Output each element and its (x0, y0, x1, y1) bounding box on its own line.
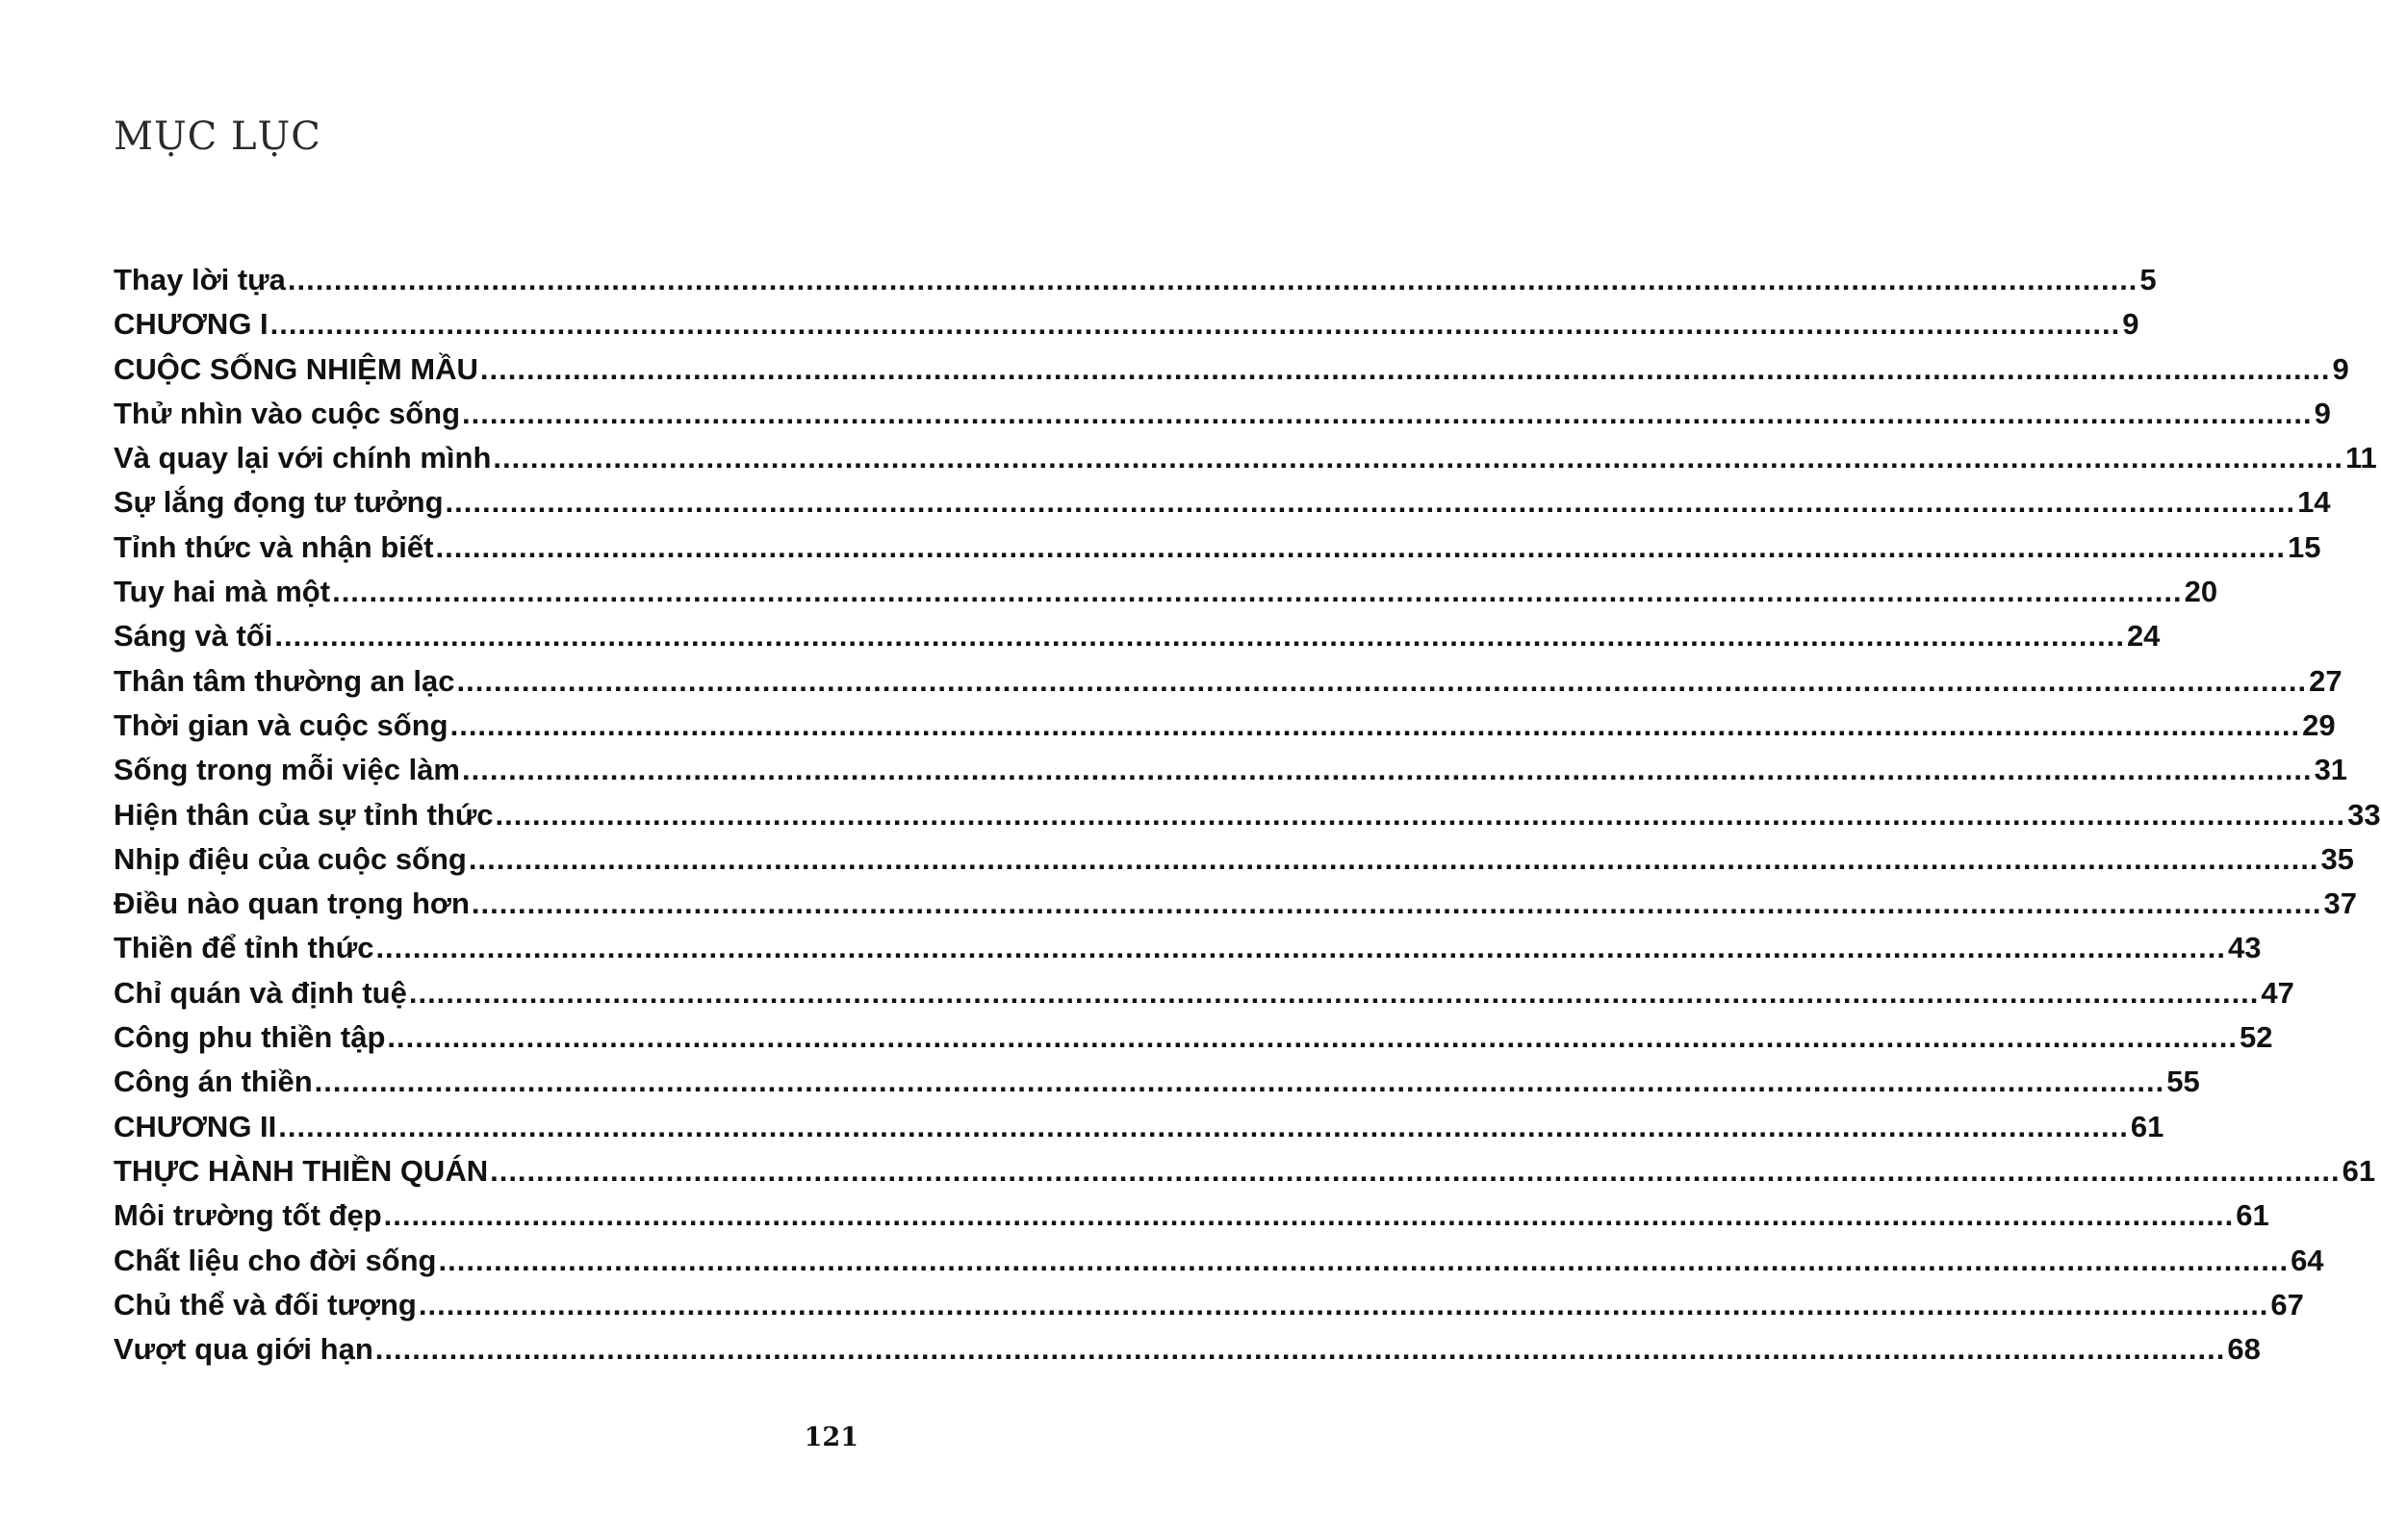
toc-entry-label: Và quay lại với chính mình (114, 441, 492, 475)
toc-entry-label: Thiền để tỉnh thức (114, 931, 374, 965)
toc-entry-label: Thay lời tựa (114, 263, 286, 296)
toc-dot-leader: ........................................................................................................................................................................................................ (479, 351, 2331, 386)
toc-entry-label: Thử nhìn vào cuộc sống (114, 396, 461, 430)
toc-entry (114, 302, 2139, 346)
toc-dot-leader: ........................................................................................................................................................................................................ (462, 396, 2313, 430)
toc-entry-label: Môi trường tốt đẹp (114, 1198, 382, 1233)
toc-entry (114, 704, 2336, 748)
toc-entry-page: 9 (2314, 396, 2331, 430)
toc-entry-page: 20 (2184, 575, 2218, 609)
toc-entry (114, 258, 2157, 302)
toc-entry-page: 14 (2297, 485, 2331, 520)
toc-dot-leader: ........................................................................................................................................................................................................ (462, 753, 2313, 787)
toc-dot-leader: ........................................................................................................................................................................................................ (383, 1198, 2235, 1233)
toc-entry (114, 882, 2357, 926)
toc-entry-page: 67 (2270, 1287, 2304, 1322)
toc-entry (114, 436, 2377, 480)
toc-entry (114, 1060, 2200, 1104)
toc-entry-page: 5 (2139, 263, 2157, 296)
toc-dot-leader: ........................................................................................................................................................................................................ (314, 1065, 2165, 1099)
toc-entry-page: 35 (2320, 841, 2354, 876)
toc-dot-leader: ........................................................................................................................................................................................................ (408, 975, 2260, 1010)
toc-entry (114, 526, 2321, 570)
toc-entry-page: 9 (2332, 351, 2349, 386)
toc-dot-leader: ........................................................................................................................................................................................................ (418, 1287, 2269, 1322)
toc-entry (114, 837, 2354, 882)
toc-entry-page: 52 (2239, 1020, 2273, 1055)
toc-entry (114, 1105, 2164, 1149)
toc-entry (114, 1149, 2376, 1194)
toc-entry (114, 1194, 2269, 1238)
toc-entry (114, 659, 2343, 704)
toc-entry-page: 33 (2347, 797, 2381, 832)
toc-entry-page: 37 (2323, 886, 2357, 921)
toc-dot-leader: ........................................................................................................................................................................................................ (493, 441, 2343, 475)
toc-entry-label: Vượt qua giới hạn (114, 1332, 373, 1367)
toc-entry-label: Tuy hai mà một (114, 575, 331, 609)
toc-dot-leader: ........................................................................................................................................................................................................ (269, 307, 2121, 342)
toc-entry-page: 9 (2122, 307, 2139, 342)
toc-dot-leader: ........................................................................................................................................................................................................ (468, 841, 2319, 876)
page-number: 121 (804, 1423, 858, 1452)
toc-entry-page: 55 (2166, 1065, 2200, 1099)
table-of-contents (114, 258, 2381, 1372)
toc-entry-label: Thời gian và cuộc sống (114, 707, 448, 742)
toc-entry-label: CUỘC SỐNG NHIỆM MẦU (114, 351, 478, 386)
toc-entry-label: Công án thiền (114, 1065, 313, 1099)
toc-dot-leader: ........................................................................................................................................................................................................ (375, 931, 2226, 965)
toc-entry-page: 15 (2288, 529, 2321, 564)
toc-entry (114, 614, 2161, 658)
toc-dot-leader: ........................................................................................................................................................................................................ (456, 663, 2308, 698)
toc-dot-leader: ........................................................................................................................................................................................................ (374, 1332, 2226, 1367)
toc-entry (114, 748, 2348, 792)
toc-entry-label: Điều nào quan trọng hơn (114, 886, 470, 921)
toc-entry-page: 68 (2227, 1332, 2261, 1367)
toc-dot-leader: ........................................................................................................................................................................................................ (278, 1109, 2129, 1143)
toc-entry-label: Sống trong mỗi việc làm (114, 753, 460, 787)
toc-entry-label: Nhịp điệu của cuộc sống (114, 841, 467, 876)
toc-entry-page: 43 (2228, 931, 2262, 965)
toc-entry-label: Chỉ quán và định tuệ (114, 975, 407, 1010)
toc-entry (114, 480, 2331, 525)
page-title: MỤC LỤC (114, 115, 321, 159)
toc-entry-page: 61 (2130, 1109, 2164, 1143)
toc-entry (114, 1239, 2324, 1283)
toc-entry-label: Công phu thiền tập (114, 1020, 386, 1055)
toc-entry-page: 24 (2126, 619, 2161, 654)
toc-entry-page: 31 (2314, 753, 2348, 787)
toc-dot-leader: ........................................................................................................................................................................................................ (332, 575, 2183, 609)
toc-entry-page: 61 (2236, 1198, 2269, 1233)
toc-entry (114, 570, 2218, 614)
toc-entry-label: Hiện thân của sự tỉnh thức (114, 797, 494, 832)
toc-dot-leader: ........................................................................................................................................................................................................ (438, 1243, 2290, 1277)
toc-dot-leader: ........................................................................................................................................................................................................ (471, 886, 2322, 921)
toc-entry-page: 29 (2302, 707, 2336, 742)
toc-dot-leader: ........................................................................................................................................................................................................ (449, 707, 2301, 742)
toc-entry (114, 793, 2381, 837)
toc-entry-label: THỰC HÀNH THIỀN QUÁN (114, 1153, 489, 1188)
toc-entry-label: Chủ thể và đối tượng (114, 1287, 417, 1322)
toc-entry-page: 11 (2344, 441, 2377, 475)
toc-entry (114, 1015, 2273, 1060)
toc-entry (114, 392, 2331, 436)
toc-entry (114, 971, 2294, 1015)
toc-entry (114, 926, 2262, 970)
toc-entry (114, 1283, 2304, 1327)
toc-entry-label: Tỉnh thức và nhận biết (114, 529, 434, 564)
toc-dot-leader: ........................................................................................................................................................................................................ (274, 619, 2125, 654)
toc-entry-page: 27 (2309, 663, 2343, 698)
toc-entry-label: Sáng và tối (114, 619, 273, 654)
toc-entry (114, 347, 2349, 392)
toc-dot-leader: ........................................................................................................................................................................................................ (387, 1020, 2238, 1055)
toc-entry (114, 1327, 2261, 1372)
toc-entry-page: 64 (2291, 1243, 2324, 1277)
toc-entry-label: CHƯƠNG I (114, 307, 269, 342)
toc-entry-page: 47 (2261, 975, 2294, 1010)
toc-dot-leader: ........................................................................................................................................................................................................ (287, 263, 2138, 296)
toc-dot-leader: ........................................................................................................................................................................................................ (445, 485, 2296, 520)
toc-entry-label: Chất liệu cho đời sống (114, 1243, 437, 1277)
toc-entry-label: Sự lắng đọng tư tưởng (114, 485, 444, 520)
toc-dot-leader: ........................................................................................................................................................................................................ (490, 1153, 2341, 1188)
toc-entry-label: CHƯƠNG II (114, 1109, 277, 1143)
toc-entry-label: Thân tâm thường an lạc (114, 663, 455, 698)
toc-entry-page: 61 (2342, 1153, 2376, 1188)
toc-dot-leader: ........................................................................................................................................................................................................ (495, 797, 2346, 832)
toc-dot-leader: ........................................................................................................................................................................................................ (435, 529, 2287, 564)
